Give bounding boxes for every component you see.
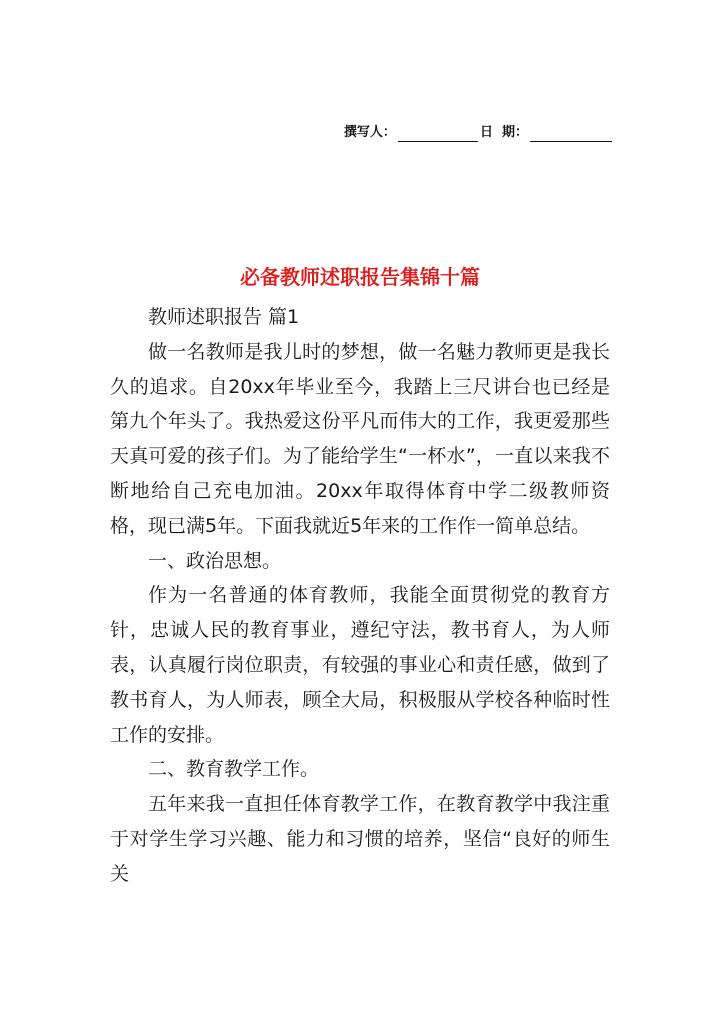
author-date-line <box>344 124 612 142</box>
author-blank-field <box>398 127 478 142</box>
date-blank-field <box>530 127 612 142</box>
document-body <box>110 300 610 892</box>
paragraph: 五年来我一直担任体育教学工作，在教育教学中我注重于对学生学习兴趣、能力和习惯的培养，坚信“良好的师生关 <box>110 793 610 885</box>
author-label: 撰写人： <box>343 125 396 140</box>
document-title: 必备教师述职报告集锦十篇 <box>240 265 480 289</box>
paragraph: 作为一名普通的体育教师，我能全面贯彻党的教育方针，忠诚人民的教育事业，遵纪守法，教书育人，为人师表，认真履行岗位职责，有较强的事业心和责任感，做到了教书育人，为人师表，顾全大局，积极服从学校各种临时性工作的安排。 <box>110 584 610 746</box>
date-label: 日 期： <box>479 125 528 140</box>
section-heading: 二、教育教学工作。 <box>148 758 320 781</box>
section-heading: 一、政治思想。 <box>148 549 282 572</box>
section-heading: 教师述职报告 篇1 <box>148 306 300 328</box>
paragraph: 做一名教师是我儿时的梦想，做一名魅力教师更是我长久的追求。自20xx年毕业至今，我踏上三尺讲台也已经是第九个年头了。我热爱这份平凡而伟大的工作，我更爱那些天真可爱的孩子们。为了能给学生“一杯水”，一直以来我不断地给自己充电加油。20xx年取得体育中学二级教师资格，现已满5年。下面我就近5年来的工作作一简单总结。 <box>110 340 610 537</box>
